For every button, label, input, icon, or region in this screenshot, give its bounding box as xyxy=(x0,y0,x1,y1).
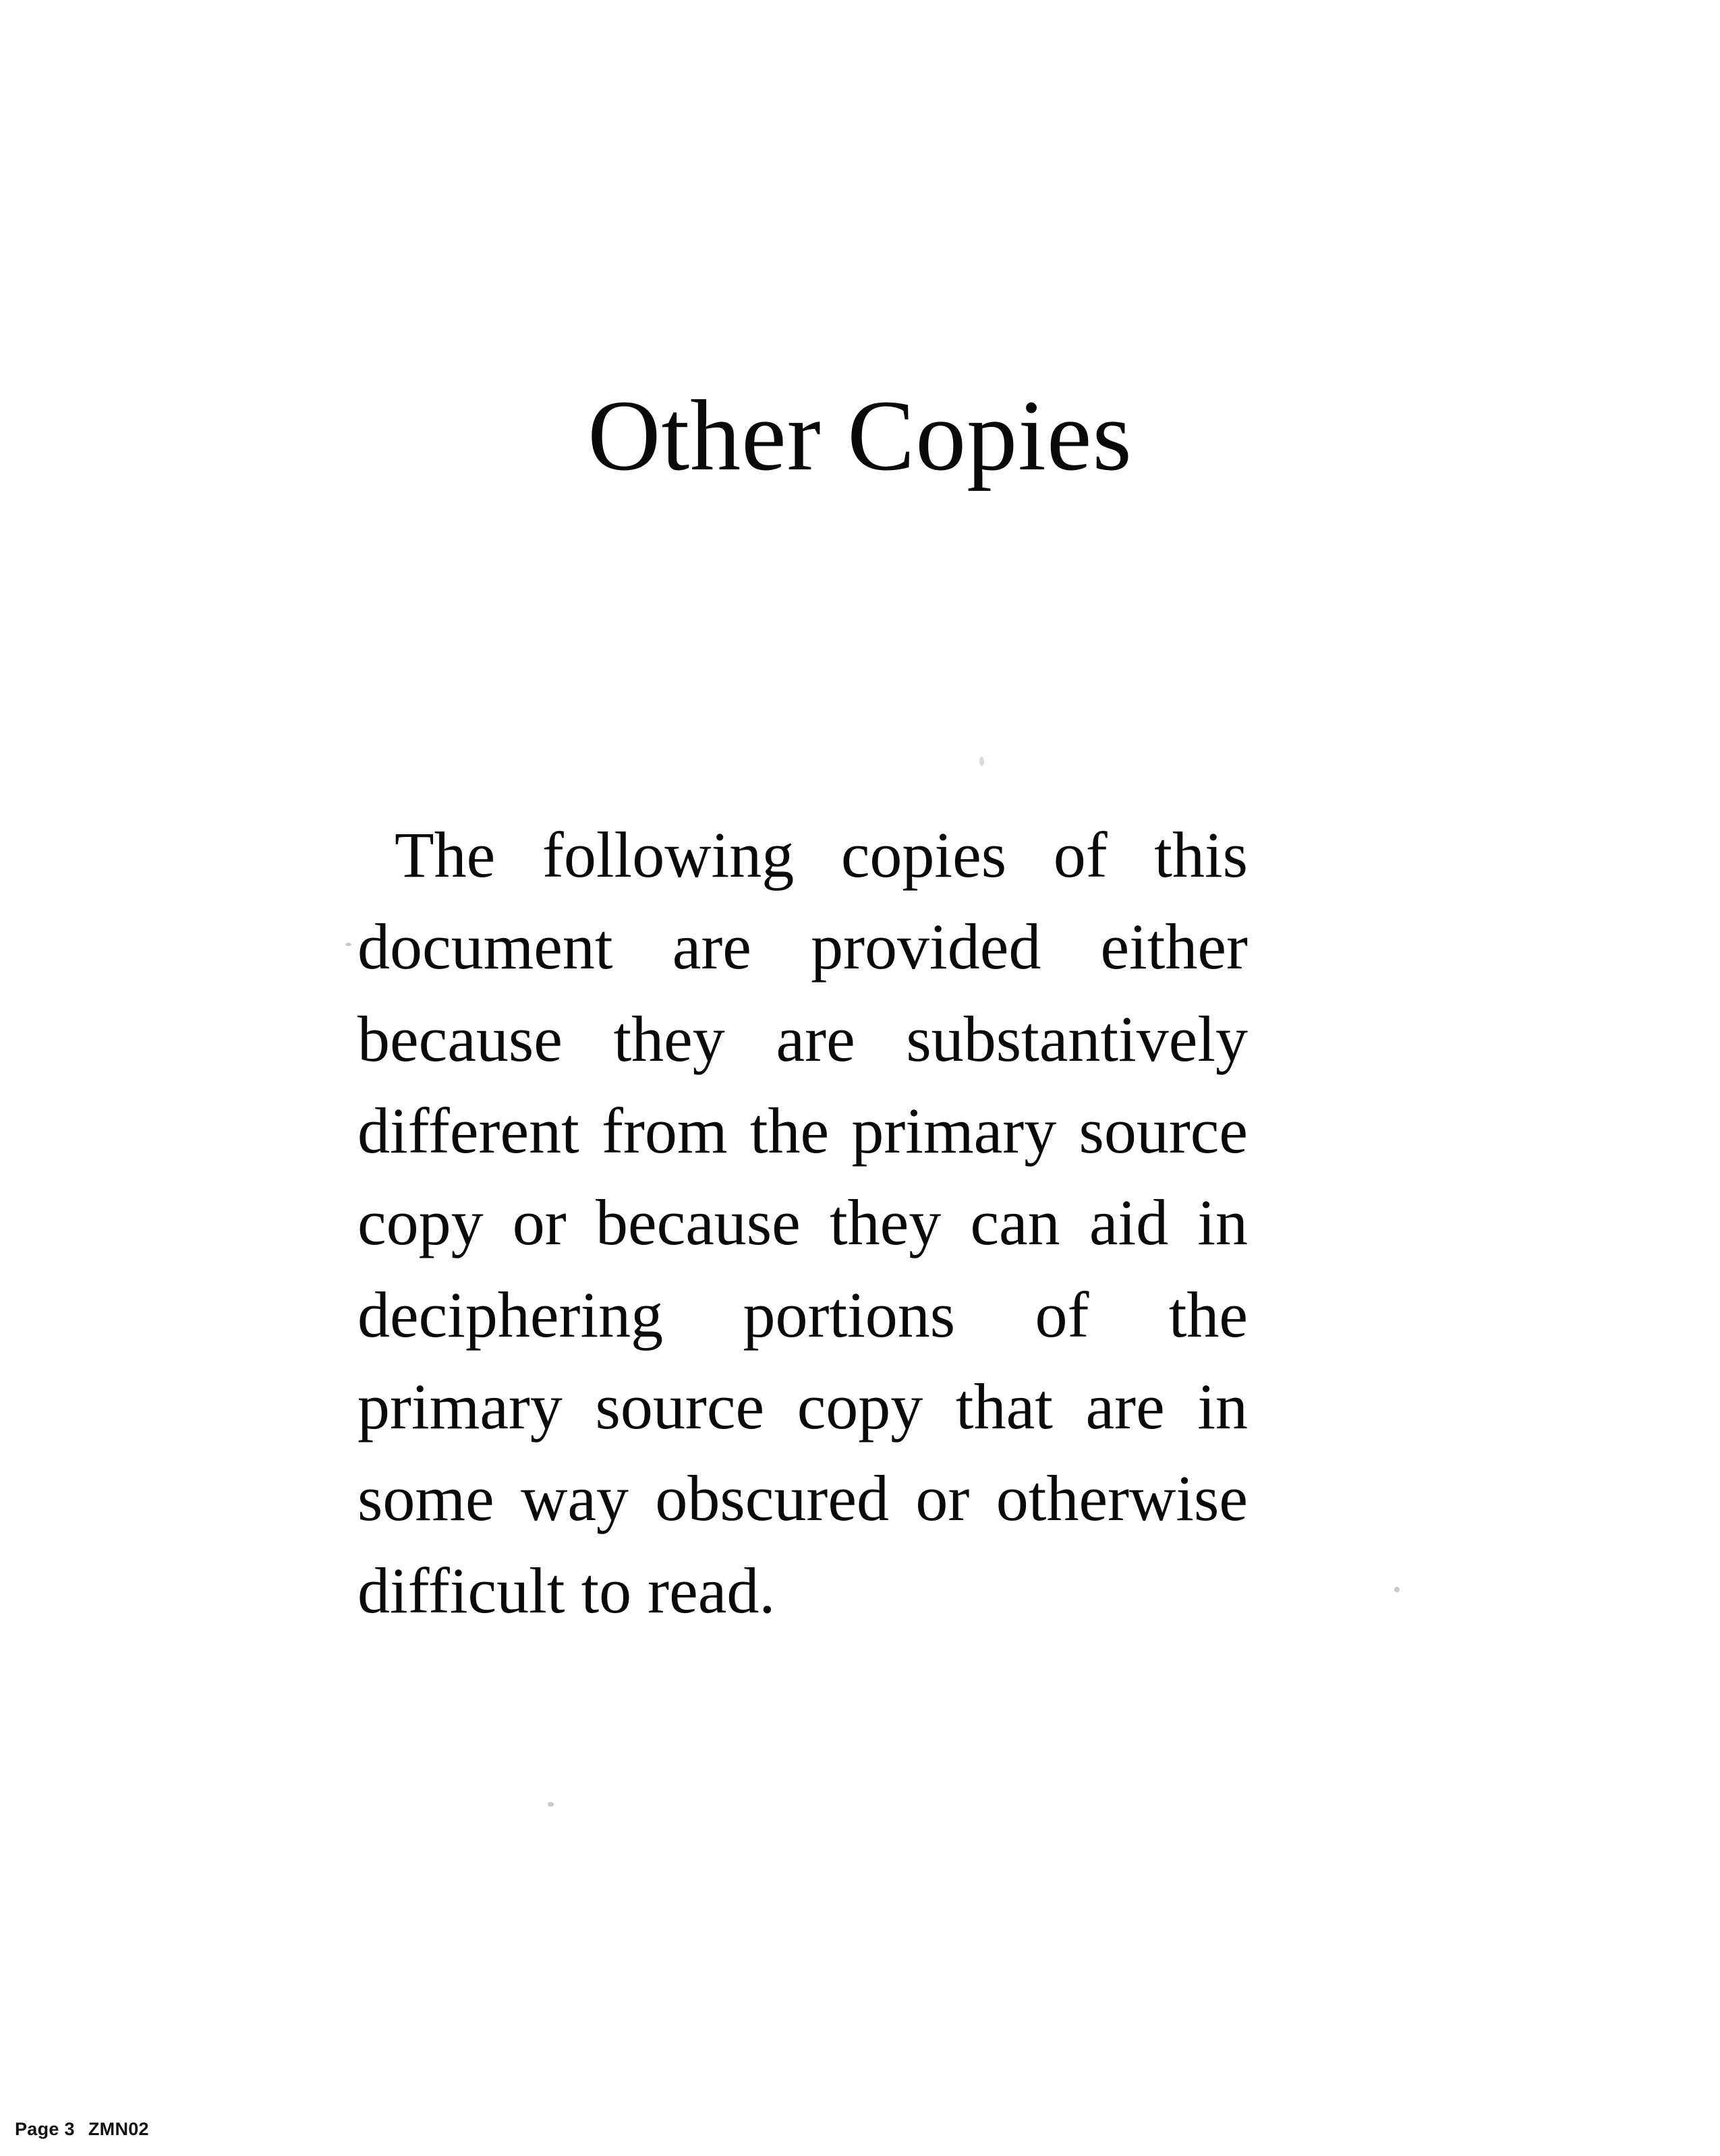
scan-artifact-speck xyxy=(979,757,984,766)
scan-artifact-speck xyxy=(548,1802,554,1807)
scan-artifact-speck xyxy=(1394,1587,1400,1592)
page-title: Other Copies xyxy=(587,379,1133,492)
document-code-label: ZMN02 xyxy=(88,2119,149,2139)
scan-artifact-speck xyxy=(345,943,351,946)
body-paragraph: The following copies of this document are provided either because they are substantively different from the primary source copy or because they can aid in deciphering portions of the primary source copy that are in some way obscured or otherwise difficult to read. xyxy=(357,819,1248,1627)
body-text-block xyxy=(357,809,1248,1637)
footer-stamp xyxy=(15,2119,149,2140)
page-number-label: Page 3 xyxy=(15,2119,75,2139)
